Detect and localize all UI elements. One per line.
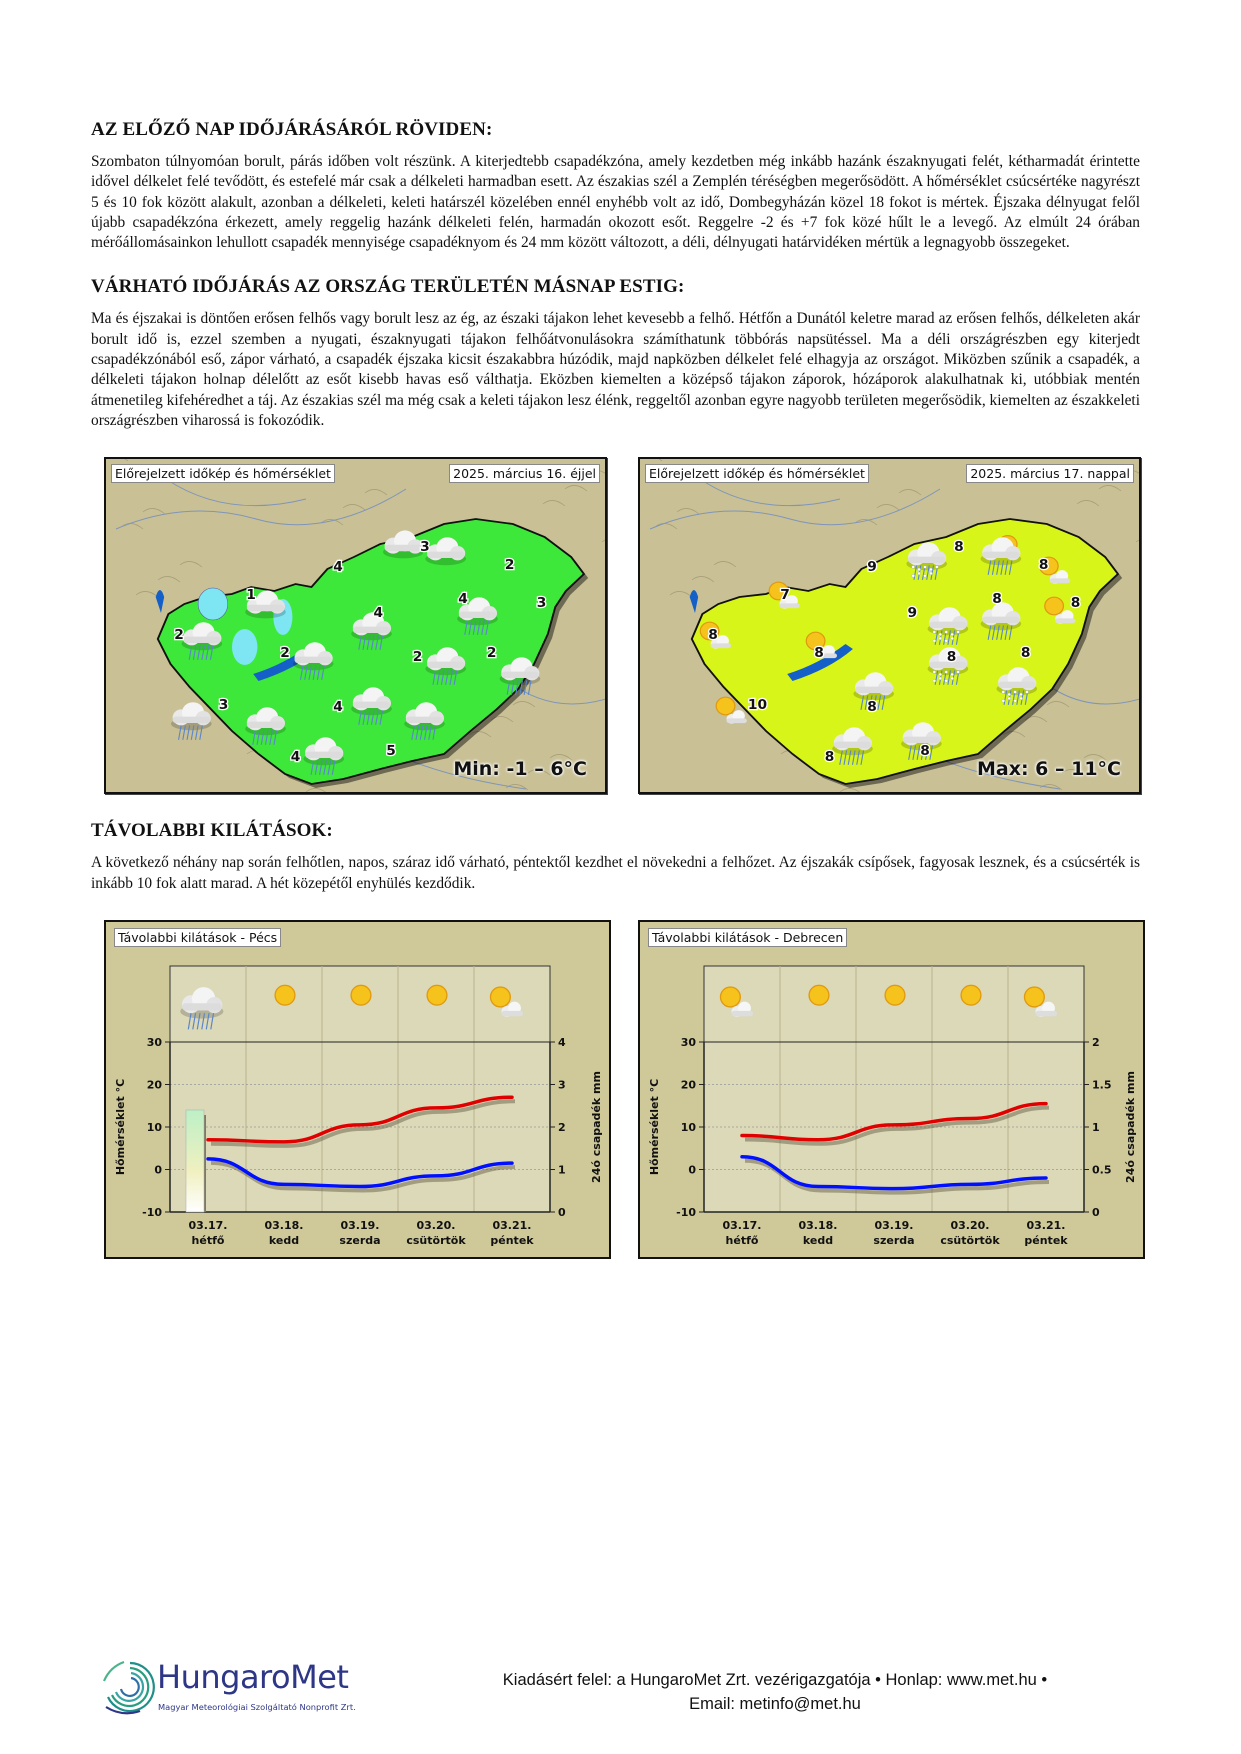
- x-tick-date: 03.21.: [1026, 1218, 1066, 1232]
- sun-icon: [351, 985, 371, 1005]
- cloud-base: [1050, 579, 1070, 584]
- y-axis-label: Hőmérséklet °C: [648, 1078, 661, 1176]
- snow-flake: [951, 673, 954, 676]
- temperature-label: 4: [373, 606, 384, 622]
- y2-tick-label: 1.5: [1092, 1078, 1112, 1092]
- snow-flake: [923, 566, 926, 569]
- cloud-base: [295, 657, 332, 663]
- cloud-base: [731, 1011, 753, 1016]
- y2-tick-label: 0: [558, 1205, 566, 1219]
- x-tick-day: csütörtök: [406, 1233, 466, 1247]
- snow-flake: [939, 637, 942, 640]
- sun-disc: [275, 985, 295, 1005]
- cloud-base: [247, 605, 284, 611]
- snow-flake: [957, 631, 960, 634]
- x-tick-day: péntek: [1024, 1233, 1068, 1247]
- cloud-base: [247, 722, 284, 728]
- x-tick-day: hétfő: [191, 1233, 225, 1247]
- cloud-base: [855, 687, 892, 693]
- x-tick-day: szerda: [339, 1233, 381, 1247]
- x-tick-date: 03.19.: [340, 1218, 380, 1232]
- cloud-base: [998, 682, 1035, 688]
- temperature-label: 8: [954, 540, 964, 556]
- temperature-label: 3: [420, 540, 430, 556]
- temperature-label: 2: [504, 558, 515, 574]
- forecast-map-day: [638, 457, 1141, 794]
- snow-flake: [945, 631, 948, 634]
- y2-tick-label: 0: [1092, 1205, 1100, 1219]
- chart-title: Távolabbi kilátások - Pécs: [114, 928, 281, 947]
- y-tick-label: 20: [680, 1078, 696, 1092]
- section-heading-previous-day: AZ ELŐZŐ NAP IDŐJÁRÁSÁRÓL RÖVIDEN:: [91, 119, 493, 140]
- snow-flake: [918, 568, 921, 571]
- snow-flake: [945, 640, 948, 643]
- y2-tick-label: 2: [558, 1120, 566, 1134]
- map-temp-range: Max: 6 – 11°C: [976, 758, 1121, 781]
- x-tick-date: 03.19.: [874, 1218, 914, 1232]
- y-tick-label: 10: [146, 1120, 162, 1134]
- chart-svg: [106, 922, 611, 1259]
- snow-flake: [1002, 700, 1005, 703]
- section-heading-forecast: VÁRHATÓ IDŐJÁRÁS AZ ORSZÁG TERÜLETÉN MÁSNAP ESTIG:: [91, 276, 685, 298]
- temperature-label: 9: [867, 560, 877, 576]
- snow-flake: [935, 566, 938, 569]
- temperature-label: 8: [1020, 646, 1031, 662]
- logo-wordmark: HungaroMet: [157, 1658, 349, 1696]
- x-tick-day: csütörtök: [940, 1233, 1000, 1247]
- snow-flake: [1025, 691, 1028, 694]
- swirl-logo-icon: [100, 1657, 160, 1719]
- cloud-base: [353, 627, 390, 633]
- sun-icon: [885, 985, 905, 1005]
- x-tick-date: 03.17.: [188, 1218, 228, 1232]
- y2-axis-label: 24ó csapadék mm: [590, 1070, 603, 1183]
- snow-flake: [933, 640, 936, 643]
- cloud-base: [908, 557, 945, 563]
- snow-flake: [951, 637, 954, 640]
- snow-flake: [933, 680, 936, 683]
- y2-tick-label: 3: [558, 1078, 566, 1092]
- snow-flake: [1014, 700, 1017, 703]
- snow-flake: [939, 677, 942, 680]
- y2-tick-label: 1: [558, 1163, 566, 1177]
- snow-flake: [939, 633, 942, 636]
- map-title: Előrejelzett időkép és hőmérséklet: [111, 464, 335, 483]
- temperature-label: 2: [486, 646, 497, 662]
- map-title: Előrejelzett időkép és hőmérséklet: [645, 464, 869, 483]
- temperature-label: 8: [824, 750, 835, 766]
- x-tick-date: 03.21.: [492, 1218, 532, 1232]
- snow-flake: [951, 677, 954, 680]
- sun-icon: [427, 985, 447, 1005]
- outlook-chart-pecs: [104, 920, 611, 1259]
- temperature-label: 2: [174, 628, 184, 644]
- temperature-label: 7: [780, 588, 790, 604]
- temperature-label: 8: [708, 628, 718, 644]
- snow-flake: [923, 575, 926, 578]
- y-tick-label: 0: [154, 1163, 162, 1177]
- temperature-label: 10: [747, 698, 768, 714]
- cloud-base: [711, 644, 731, 649]
- map-svg-night: [106, 459, 607, 794]
- snow-flake: [912, 566, 915, 569]
- sun-disc: [1025, 987, 1045, 1007]
- cloud-base: [501, 1011, 523, 1016]
- map-svg-day: [640, 459, 1141, 794]
- sun-disc: [491, 987, 511, 1007]
- frost-zone: [198, 588, 228, 620]
- y2-tick-label: 4: [558, 1035, 566, 1049]
- snow-flake: [918, 572, 921, 575]
- map-temp-range: Min: -1 – 6°C: [453, 758, 587, 781]
- cloud-base: [173, 717, 210, 723]
- logo-subtitle: Magyar Meteorológiai Szolgáltató Nonprofit Zrt.: [158, 1702, 356, 1712]
- temperature-label: 9: [907, 606, 918, 622]
- y2-tick-label: 2: [1092, 1035, 1100, 1049]
- sun-disc: [809, 985, 829, 1005]
- snow-flake: [1020, 697, 1023, 700]
- chart-svg: [640, 922, 1145, 1259]
- precip-bar: [186, 1110, 204, 1212]
- footer-line-email: Email: metinfo@met.hu: [689, 1695, 861, 1713]
- y-tick-label: 10: [680, 1120, 696, 1134]
- hungaromet-logo: [100, 1655, 400, 1721]
- snow-flake: [912, 575, 915, 578]
- map-date: 2025. március 16. éjjel: [449, 464, 600, 483]
- sun-disc: [716, 697, 735, 715]
- forecast-maps-row: [104, 457, 1140, 794]
- chart-title: Távolabbi kilátások - Debrecen: [648, 928, 847, 947]
- cloud-base: [385, 545, 422, 551]
- x-tick-date: 03.20.: [416, 1218, 456, 1232]
- snow-flake: [1008, 697, 1011, 700]
- x-tick-day: szerda: [873, 1233, 915, 1247]
- temperature-label: 2: [280, 646, 290, 662]
- x-tick-day: hétfő: [725, 1233, 759, 1247]
- snow-flake: [929, 568, 932, 571]
- temperature-label: 4: [333, 700, 343, 716]
- cloud-base: [929, 622, 966, 628]
- snow-flake: [939, 673, 942, 676]
- y-tick-label: 20: [146, 1078, 162, 1092]
- snow-flake: [945, 680, 948, 683]
- cloud-base: [427, 662, 464, 668]
- temperature-label: 4: [290, 750, 301, 766]
- temperature-label: 3: [536, 596, 547, 612]
- previous-day-paragraph: Szombaton túlnyomóan borult, párás időben volt részünk. A kiterjedtebb csapadékzóna, amely kezdetben még inkább hazánk északnyugati felét, kétharmadát érintette idővel délkelet felé tevődött, és estefelé már csak a délkeleti harmadban esett. Az északias szél a Zemplén téréségben megerősödött. A hőmérséklet csúcsértéke nagyrészt 5 és 10 fok között alakult, azonban a délkeleti, keleti határszél közelében ennél enyhébb volt az idő, Dombegyházán közel 18 fokot is mértek. Éjszaka délnyugat felől újabb csapadékzóna érkezett, amely reggelig hazánk délkeleti felén, harmadán okozott esőt. Reggelre -2 és +7 fok közé hűlt le a levegő. Az elmúlt 24 órában mérőállomásainkon lehullott csapadék mennyisége csapadéknyom és 24 mm között változott, a déli, délnyugati határvidéken mértük a legnagyobb összegeket.: [91, 153, 1140, 252]
- sun-icon: [275, 985, 295, 1005]
- footer-line-publisher: Kiadásért felel: a HungaroMet Zrt. vezérigazgatója • Honlap: www.met.hu •: [502, 1671, 1048, 1689]
- cloud-base: [727, 719, 747, 724]
- x-tick-date: 03.18.: [264, 1218, 304, 1232]
- snow-flake: [1008, 693, 1011, 696]
- section-heading-outlook: TÁVOLABBI KILÁTÁSOK:: [91, 820, 333, 842]
- temperature-label: 8: [867, 700, 877, 716]
- snow-flake: [933, 671, 936, 674]
- x-tick-date: 03.20.: [950, 1218, 990, 1232]
- temperature-label: 8: [992, 592, 1002, 608]
- sun-disc: [351, 985, 371, 1005]
- forecast-paragraph: Ma és éjszakai is döntően erősen felhős vagy borult lesz az ég, az északi tájakon lehet kevesebb a felhő. Hétfőn a Dunától keletre marad az erősen felhős, délkeleten akár borult idő is, ezzel szemben a nyugati, északnyugati tájakon felhőátvonulásokra számíthatunk többórás napsütéssel. Ma a déli országrészben egy kiterjedt csapadékzónából eső, zápor várható, a csapadék éjszaka kicsit északabbra húzódik, majd napközben délkelet felé elhagyja az országot. Miközben szűnik a csapadék, a délkeleti tájakon holnap délelőtt az esőt kisebb havas eső válthatja. Eközben kiemelten a középső tájakon záporok, hózáporok alakulhatnak ki, utóbbiak mentén átmenetileg kifehéredhet a táj. Az északias szél ma még csak a keleti tájakon lesz élénk, reggeltől azonban egyre nagyobb területen megerősödik, kiemelten az északkeleti országrészben viharossá is fokozódik.: [91, 310, 1140, 429]
- cloud-base: [459, 612, 496, 618]
- y2-axis-label: 24ó csapadék mm: [1124, 1070, 1137, 1183]
- cloud-base: [406, 717, 443, 723]
- snow-flake: [929, 572, 932, 575]
- y2-tick-label: 0.5: [1092, 1163, 1112, 1177]
- frost-zone: [232, 629, 257, 665]
- temperature-label: 8: [1070, 596, 1081, 612]
- snow-flake: [1020, 693, 1023, 696]
- temperature-label: 4: [333, 560, 343, 576]
- temperature-label: 4: [458, 592, 468, 608]
- temperature-label: 2: [412, 650, 423, 666]
- cloud-base: [780, 604, 800, 609]
- temperature-label: 8: [946, 650, 957, 666]
- sun-disc: [961, 985, 981, 1005]
- cloud-base: [1055, 619, 1075, 624]
- cloud-base: [1035, 1011, 1057, 1016]
- snow-flake: [1002, 691, 1005, 694]
- snow-flake: [957, 671, 960, 674]
- cloud-base: [182, 1003, 222, 1010]
- temperature-label: 1: [246, 588, 256, 604]
- y-tick-label: 30: [680, 1035, 696, 1049]
- cloud-base: [183, 637, 220, 643]
- y-tick-label: -10: [142, 1205, 162, 1219]
- outlook-charts-row: [104, 920, 1140, 1259]
- document-body: [91, 118, 1140, 1259]
- x-tick-date: 03.17.: [722, 1218, 762, 1232]
- y2-tick-label: 1: [1092, 1120, 1100, 1134]
- map-date: 2025. március 17. nappal: [966, 464, 1134, 483]
- snow-flake: [951, 633, 954, 636]
- temperature-label: 8: [1038, 558, 1049, 574]
- x-tick-day: kedd: [268, 1233, 300, 1247]
- cloud-base: [305, 752, 342, 758]
- y-tick-label: 30: [146, 1035, 162, 1049]
- x-tick-day: kedd: [802, 1233, 834, 1247]
- cloud-base: [982, 617, 1019, 623]
- cloud-base: [903, 737, 940, 743]
- outlook-paragraph: A következő néhány nap során felhőtlen, napos, száraz idő várható, péntektől kezdhet el növekedni a felhőzet. Az éjszakák csípősek, fagyosak lesznek, és a csúcsérték is inkább 10 fok alatt marad. A hét közepétől enyhülés kezdődik.: [91, 854, 1140, 892]
- cloud-base: [834, 742, 871, 748]
- snow-flake: [945, 671, 948, 674]
- temperature-label: 8: [920, 744, 930, 760]
- y-tick-label: -10: [676, 1205, 696, 1219]
- x-tick-day: péntek: [490, 1233, 534, 1247]
- forecast-map-night: [104, 457, 607, 794]
- sun-disc: [427, 985, 447, 1005]
- sun-disc: [885, 985, 905, 1005]
- y-axis-label: Hőmérséklet °C: [114, 1078, 127, 1176]
- sun-icon: [961, 985, 981, 1005]
- cloud-base: [982, 552, 1019, 558]
- cloud-base: [427, 552, 464, 558]
- snow-flake: [1014, 691, 1017, 694]
- outlook-chart-debrecen: [638, 920, 1145, 1259]
- footer-contact: [445, 1668, 1105, 1716]
- sun-disc: [721, 987, 741, 1007]
- sun-icon: [809, 985, 829, 1005]
- cloud-base: [501, 672, 538, 678]
- sun-disc: [1045, 597, 1064, 615]
- temperature-label: 3: [218, 698, 229, 714]
- y-tick-label: 0: [688, 1163, 696, 1177]
- cloud-base: [353, 702, 390, 708]
- temperature-label: 8: [814, 646, 824, 662]
- x-tick-date: 03.18.: [798, 1218, 838, 1232]
- snow-flake: [933, 631, 936, 634]
- temperature-label: 5: [386, 744, 396, 760]
